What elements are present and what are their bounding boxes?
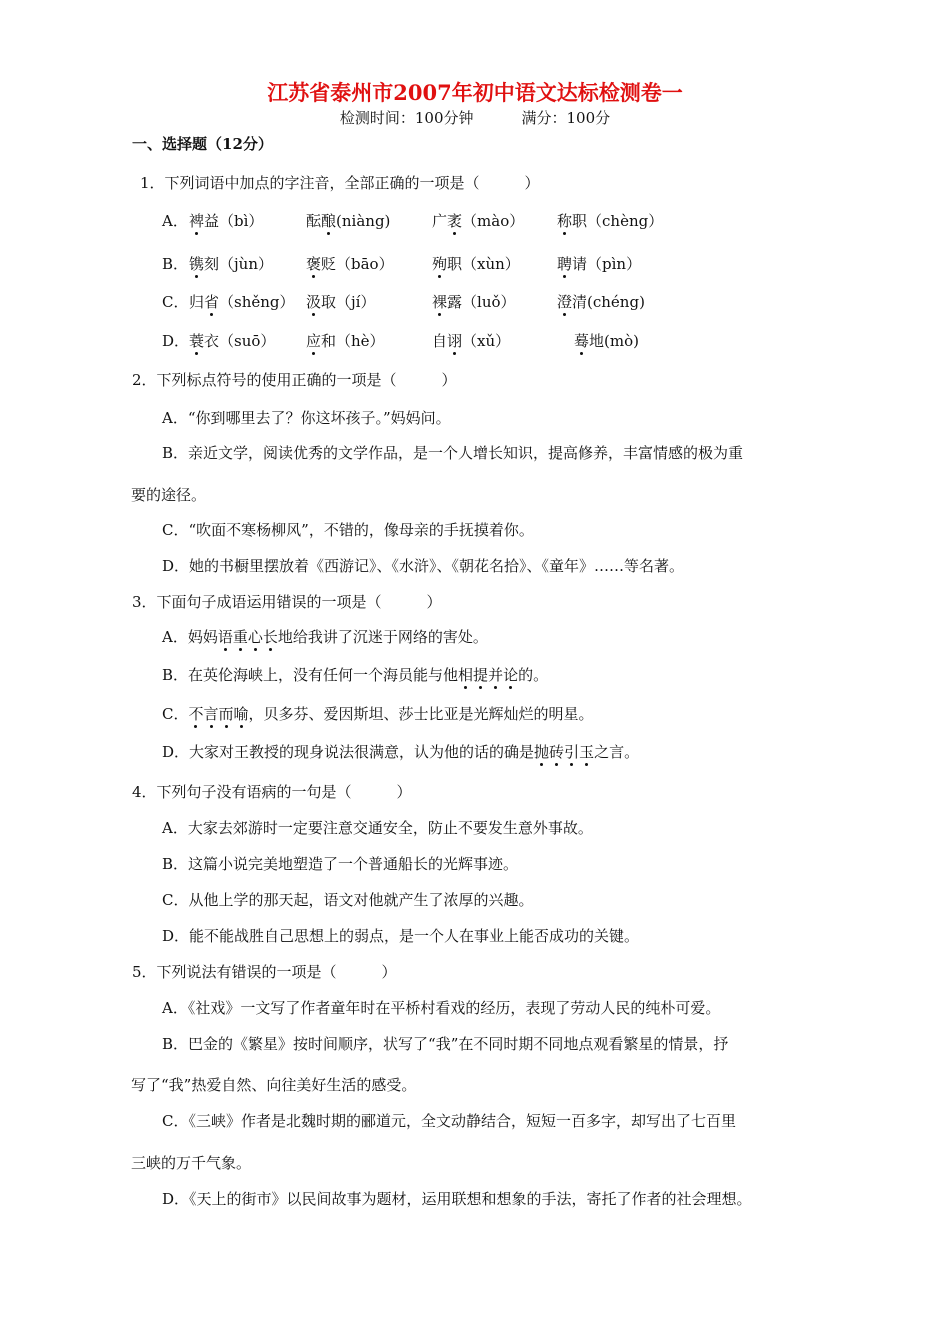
dotted-char: 蓦 (574, 332, 590, 350)
dotted-char: 提 (473, 666, 489, 684)
question-2-option-b-continued: 要的途径。 (131, 486, 207, 504)
question-5-option-d: D．《天上的街市》以民间故事为题材，运用联想和想象的手法，寄托了作者的社会理想。 (162, 1190, 752, 1208)
dotted-char: 应 (306, 332, 322, 350)
exam-time: 检测时间：100分钟 (339, 109, 474, 127)
dotted-char: 砖 (549, 743, 565, 761)
dotted-char: 并 (488, 666, 504, 684)
dotted-char: 镌 (189, 255, 205, 273)
dotted-char: 抛 (534, 743, 550, 761)
question-5-option-c: C．《三峡》作者是北魏时期的郦道元，全文动静结合，短短一百多字，却写出了七百里 (162, 1112, 736, 1130)
question-4-stem: 4．下列句子没有语病的一句是（ ） (132, 783, 412, 801)
section-heading: 一、选择题（12分） (132, 135, 273, 153)
question-3-option-d: D．大家对王教授的现身说法很满意，认为他的话的确是抛砖引玉之言。 (162, 743, 640, 761)
dotted-char: 重 (232, 628, 248, 646)
question-5-option-b-continued: 写了“我”热爱自然、向往美好生活的感受。 (131, 1076, 417, 1094)
dotted-char: 论 (503, 666, 519, 684)
dotted-char: 裨 (189, 212, 205, 230)
dotted-char: 袤 (447, 212, 463, 230)
dotted-char: 殉 (432, 255, 448, 273)
question-2-stem: 2．下列标点符号的使用正确的一项是（ ） (132, 371, 457, 389)
dotted-char: 喻 (233, 705, 249, 723)
dotted-char: 不 (188, 705, 204, 723)
question-3-option-c: C．不言而喻，贝多芬、爱因斯坦、莎士比亚是光辉灿烂的明星。 (162, 705, 594, 723)
dotted-char: 裸 (432, 293, 448, 311)
dotted-char: 酿 (321, 212, 337, 230)
question-4-option-d: D．能不能战胜自己思想上的弱点，是一个人在事业上能否成功的关键。 (162, 927, 640, 945)
question-2-option-a: A．“你到哪里去了？你这坏孩子。”妈妈问。 (162, 409, 451, 427)
question-3-stem: 3．下面句子成语运用错误的一项是（ ） (132, 593, 442, 611)
question-5-option-b: B．巴金的《繁星》按时间顺序，状写了“我”在不同时期不同地点观看繁星的情景，抒 (162, 1035, 729, 1053)
question-4-option-b: B．这篇小说完美地塑造了一个普通船长的光辉事迹。 (162, 855, 519, 873)
dotted-char: 汲 (306, 293, 322, 311)
dotted-char: 引 (564, 743, 580, 761)
question-1-stem: 1．下列词语中加点的字注音，全部正确的一项是（ ） (140, 174, 540, 192)
question-4-option-c: C．从他上学的那天起，语文对他就产生了浓厚的兴趣。 (162, 891, 534, 909)
exam-info (0, 108, 950, 128)
dotted-char: 相 (458, 666, 474, 684)
question-3-option-a: A．妈妈语重心长地给我讲了沉迷于网络的害处。 (162, 628, 488, 646)
dotted-char: 称 (557, 212, 573, 230)
dotted-char: 心 (247, 628, 263, 646)
question-4-option-a: A．大家去郊游时一定要注意交通安全，防止不要发生意外事故。 (162, 819, 593, 837)
dotted-char: 语 (217, 628, 233, 646)
question-5-stem: 5．下列说法有错误的一项是（ ） (132, 963, 397, 981)
dotted-char: 省 (204, 293, 220, 311)
dotted-char: 而 (218, 705, 234, 723)
question-2-option-b: B．亲近文学，阅读优秀的文学作品，是一个人增长知识，提高修养，丰富情感的极为重 (162, 444, 744, 462)
dotted-char: 蓑 (189, 332, 205, 350)
dotted-char: 长 (262, 628, 278, 646)
dotted-char: 诩 (447, 332, 463, 350)
question-2-option-c: C．“吹面不寒杨柳风”，不错的，像母亲的手抚摸着你。 (162, 521, 534, 539)
dotted-char: 言 (203, 705, 219, 723)
question-5-option-c-continued: 三峡的万千气象。 (131, 1154, 252, 1172)
dotted-char: 褒 (306, 255, 322, 273)
dotted-char: 聘 (557, 255, 573, 273)
exam-full-score: 满分：100分 (521, 109, 611, 127)
document-title: 江苏省泰州市2007年初中语文达标检测卷一 (267, 80, 683, 105)
dotted-char: 玉 (579, 743, 595, 761)
dotted-char: 澄 (557, 293, 573, 311)
question-2-option-d: D．她的书橱里摆放着《西游记》、《水浒》、《朝花名拾》、《童年》……等名著。 (162, 557, 685, 575)
question-5-option-a: A．《社戏》一文写了作者童年时在平桥村看戏的经历，表现了劳动人民的纯朴可爱。 (162, 999, 721, 1017)
question-3-option-b: B．在英伦海峡上，没有任何一个海员能与他相提并论的。 (162, 666, 549, 684)
